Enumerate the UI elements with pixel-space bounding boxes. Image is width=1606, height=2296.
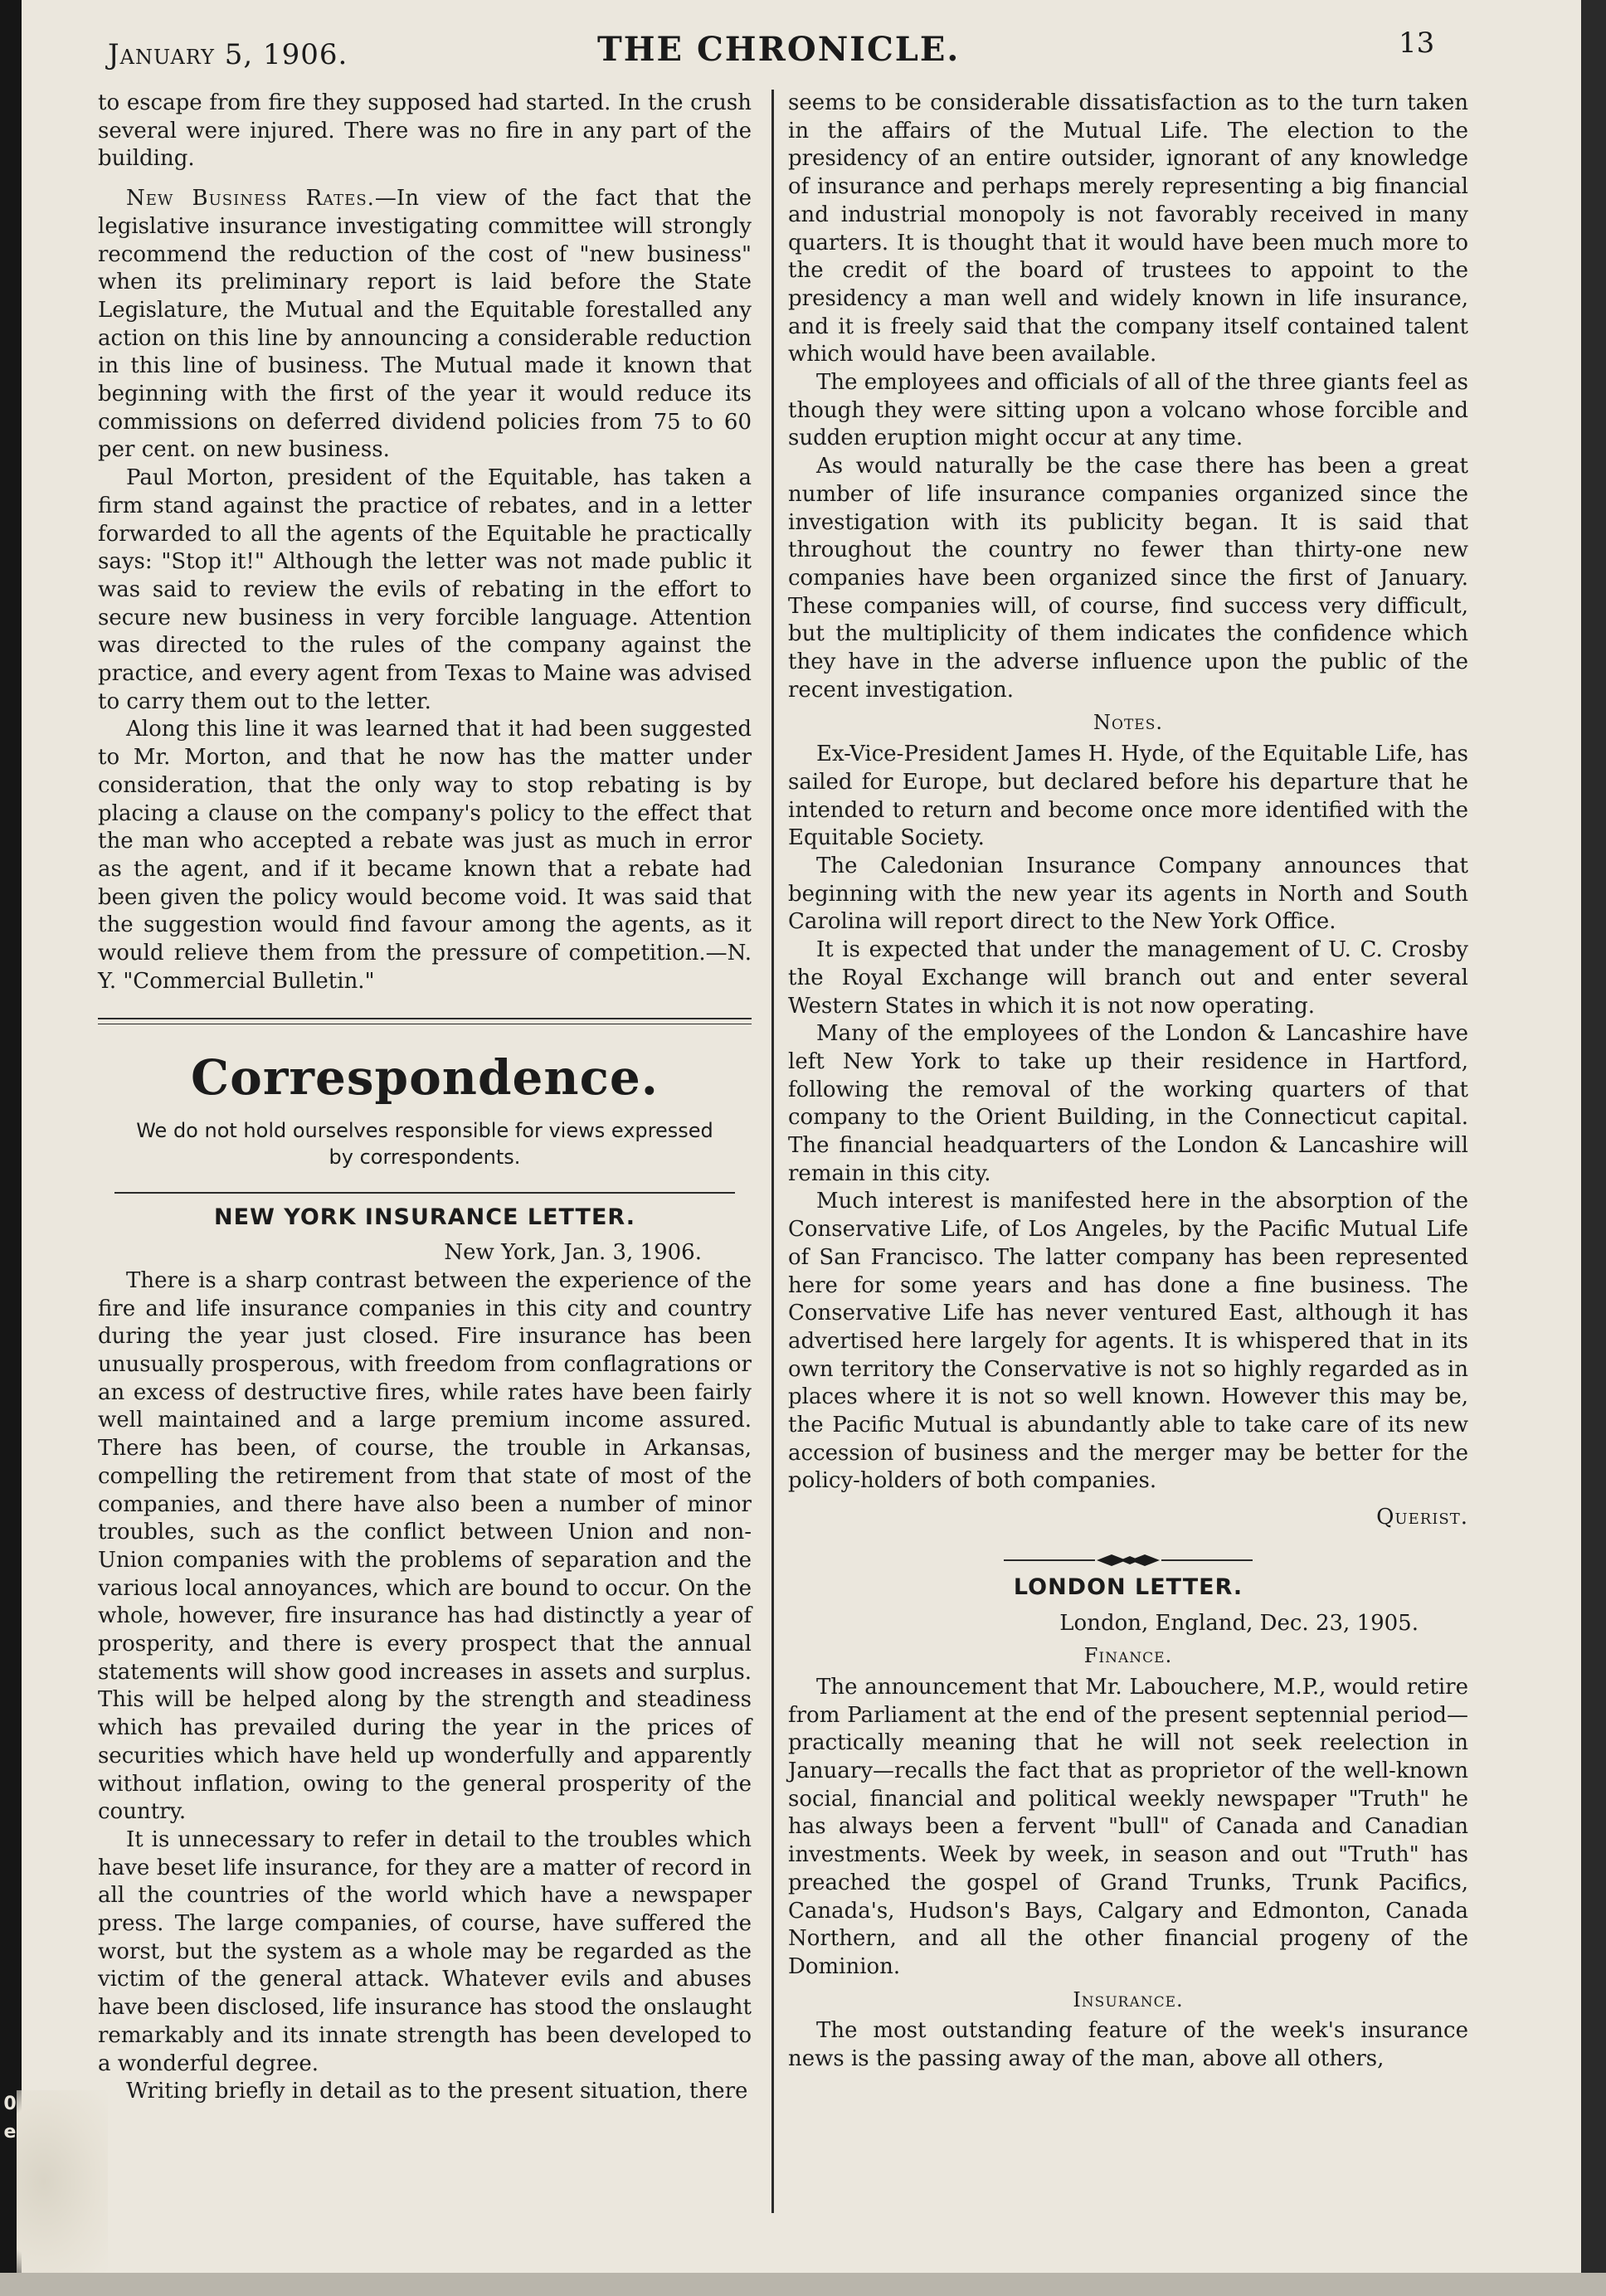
morton-paragraph: Paul Morton, president of the Equitable, has taken a firm stand against the practice of rebates, and in a letter forwarded to all the agents of the Equitable he practically says: "Stop it!" Although the letter was not made public it was said to review the evils of rebating in the effort to secure new business in very forcible language. Attention was directed to the rules of the company against the practice, and every agent from Texas to Maine was advised to carry them out to the letter. — [98, 465, 752, 714]
paragraph-text: —In view of the fact that the legislative insurance investigating committee will strongly recommend the reduction of the cost of "new business" when its preliminary report is laid before the State Legislature, the Mutual and the Equitable forestalled any action on this line by announcing a considerable reduction in this line of business. The Mutual made it known that beginning with the first of the year it would reduce its commissions on deferred dividend policies from 75 to 60 per cent. on new business. — [98, 186, 752, 463]
scan-border-bottom — [0, 2273, 1606, 2296]
ornament-icon — [1004, 1552, 1253, 1569]
london-letter-title: LONDON LETTER. — [1013, 1574, 1243, 1600]
correspondence-title: Correspondence. — [191, 1048, 659, 1106]
paper-damage — [17, 2090, 108, 2273]
margin-char: 0 — [3, 2094, 17, 2114]
ny-dateline: New York, Jan. 3, 1906. — [444, 1240, 702, 1266]
right-column — [788, 90, 1468, 2074]
margin-fragments — [0, 2090, 20, 2147]
left-column — [98, 90, 752, 2106]
publication-title: THE CHRONICLE. — [597, 30, 961, 69]
disclaimer-line: We do not hold ourselves responsible for views expressed — [136, 1118, 713, 1142]
insurance-heading: Insurance. — [1073, 1987, 1184, 2011]
finance-heading: Finance. — [1083, 1644, 1173, 1668]
conservative-life-paragraph: Much interest is manifested here in the absorption of the Conservative Life, of Los Angeles, by the Pacific Mutual Life of San Francisco. The latter company has been represented here for some years and has done a fine business. The Conservative Life has never ventured East, although it has advertised here largely for agents. It is whispered that in its own territory the Conservative is not so highly regarded as in places where it is not so well known. However this may be, the Pacific Mutual is abundantly able to take care of its new accession of business and the merger may be better for the policy-holders of both companies. — [788, 1189, 1468, 1494]
section-heading: New Business Rates. — [126, 186, 375, 212]
margin-char: e — [3, 2122, 17, 2143]
ornament-divider — [788, 1549, 1468, 1565]
running-head — [108, 27, 1435, 76]
insurance-paragraph: The most outstanding feature of the week's insurance news is the passing away of the man, above all others, — [788, 2018, 1468, 2072]
scan-border-left — [0, 0, 22, 2296]
double-rule — [98, 1018, 752, 1024]
continued-paragraph: seems to be considerable dissatisfaction as to the turn taken in the affairs of the Mutual Life. The election to the presidency of an entire outsider, ignorant of any knowledge of insurance and perhaps merely representing a big financial and industrial monopoly is not favorably received in many quarters. It is thought that it would have been much more to the credit of the board of trustees to appoint to the presidency a man well and widely known in life insurance, and it is freely said that the company itself contained talent which would have been available. — [788, 90, 1468, 367]
column-divider — [771, 90, 774, 2213]
notes-heading: Notes. — [1093, 711, 1163, 735]
employees-paragraph: The employees and officials of all of the three giants feel as though they were sitting upon a volcano whose forcible and sudden eruption might occur at any time. — [788, 370, 1468, 451]
ny-letter-title: NEW YORK INSURANCE LETTER. — [214, 1204, 635, 1230]
thin-rule — [114, 1192, 735, 1194]
issue-date: January 5, 1906. — [108, 38, 348, 71]
disclaimer-line: by correspondents. — [328, 1145, 521, 1169]
signature: Querist. — [1376, 1505, 1468, 1530]
london-dateline: London, England, Dec. 23, 1905. — [1059, 1610, 1419, 1636]
caledonian-paragraph: The Caledonian Insurance Company announces that beginning with the new year its agents in North and South Carolina will report direct to the New York Office. — [788, 853, 1468, 935]
page-number: 13 — [1399, 27, 1435, 60]
new-companies-paragraph: As would naturally be the case there has been a great number of life insurance companies organized since the investigation with its publicity began. It is said that throughout the country no fewer than thirty-one new companies have been organized since the first of January. These companies will, of course, find success very difficult, but the multiplicity of them indicates the confidence which they have in the adverse influence upon the public of the recent investigation. — [788, 454, 1468, 703]
rebate-paragraph: Along this line it was learned that it had been suggested to Mr. Morton, and that he now has the matter under consideration, that the only way to stop rebating is by placing a clause on the company's policy to the effect that the man who accepted a rebate was just as much in error as the agent, and if it became known that a rebate had been given the policy would become void. It was said that the suggestion would find favour among the agents, as it would relieve them from the pressure of competition.—N. Y. "Commercial Bulletin." — [98, 717, 752, 994]
ny-paragraph: There is a sharp contrast between the experience of the fire and life insurance companies in this city and country during the year just closed. Fire insurance has been unusually prosperous, with freedom from conflagrations or an excess of destructive fires, while rates have been fairly well maintained and a large premium income assured. There has been, of course, the trouble in Arkansas, compelling the retirement from that state of most of the companies, and there have also been a number of minor troubles, such as the conflict between Union and non-Union companies with the problems of separation and the various local annoyances, which are bound to occur. On the whole, however, fire insurance has had distinctly a year of prosperity, and there is every prospect that the annual statements will show good increases in assets and surplus. This will be helped along by the strength and steadiness which has prevailed during the year in the prices of securities which have held up wonderfully and apparently without inflation, owing to the general prosperity of the country. — [98, 1267, 752, 1825]
disclaimer — [98, 1117, 752, 1170]
continued-paragraph: to escape from fire they supposed had started. In the crush several were injured. There was no fire in any part of the building. — [98, 90, 752, 172]
finance-paragraph: The announcement that Mr. Labouchere, M.P., would retire from Parliament at the end of the present septennial period—practically meaning that he will not seek reelection in January—recalls the fact that as proprietor of the well-known social, financial and political weekly newspaper "Truth" he has always been a fervent "bull" of Canada and Canadian investments. Week by week, in season and out "Truth" has preached the gospel of Grand Trunks, Trunk Pacifics, Canada's, Hudson's Bays, Calgary and Edmonton, Canada Northern, and all the other financial progeny of the Dominion. — [788, 1674, 1468, 1979]
crosby-paragraph: It is expected that under the management of U. C. Crosby the Royal Exchange will branch out and enter several Western States in which it is not now operating. — [788, 937, 1468, 1019]
scan-border-right — [1581, 0, 1606, 2296]
hyde-paragraph: Ex-Vice-President James H. Hyde, of the Equitable Life, has sailed for Europe, but declared before his departure that he intended to return and become once more identified with the Equitable Society. — [788, 742, 1468, 851]
ny-paragraph: It is unnecessary to refer in detail to the troubles which have beset life insurance, for they are a matter of record in all the countries of the world which have a newspaper press. The large companies, of course, have suffered the worst, but the system as a whole may be regarded as the victim of the general attack. Whatever evils and abuses have been disclosed, life insurance has stood the onslaught remarkably and its innate strength has been developed to a wonderful degree. — [98, 1827, 752, 2076]
london-lancashire-paragraph: Many of the employees of the London & Lancashire have left New York to take up their residence in Hartford, following the removal of the working quarters of that company to the Orient Building, in the Connecticut capital. The financial headquarters of the London & Lancashire will remain in this city. — [788, 1021, 1468, 1186]
section-separator — [98, 1018, 752, 1024]
new-business-rates-paragraph — [98, 185, 752, 465]
ny-paragraph: Writing briefly in detail as to the present situation, there — [126, 2079, 748, 2104]
